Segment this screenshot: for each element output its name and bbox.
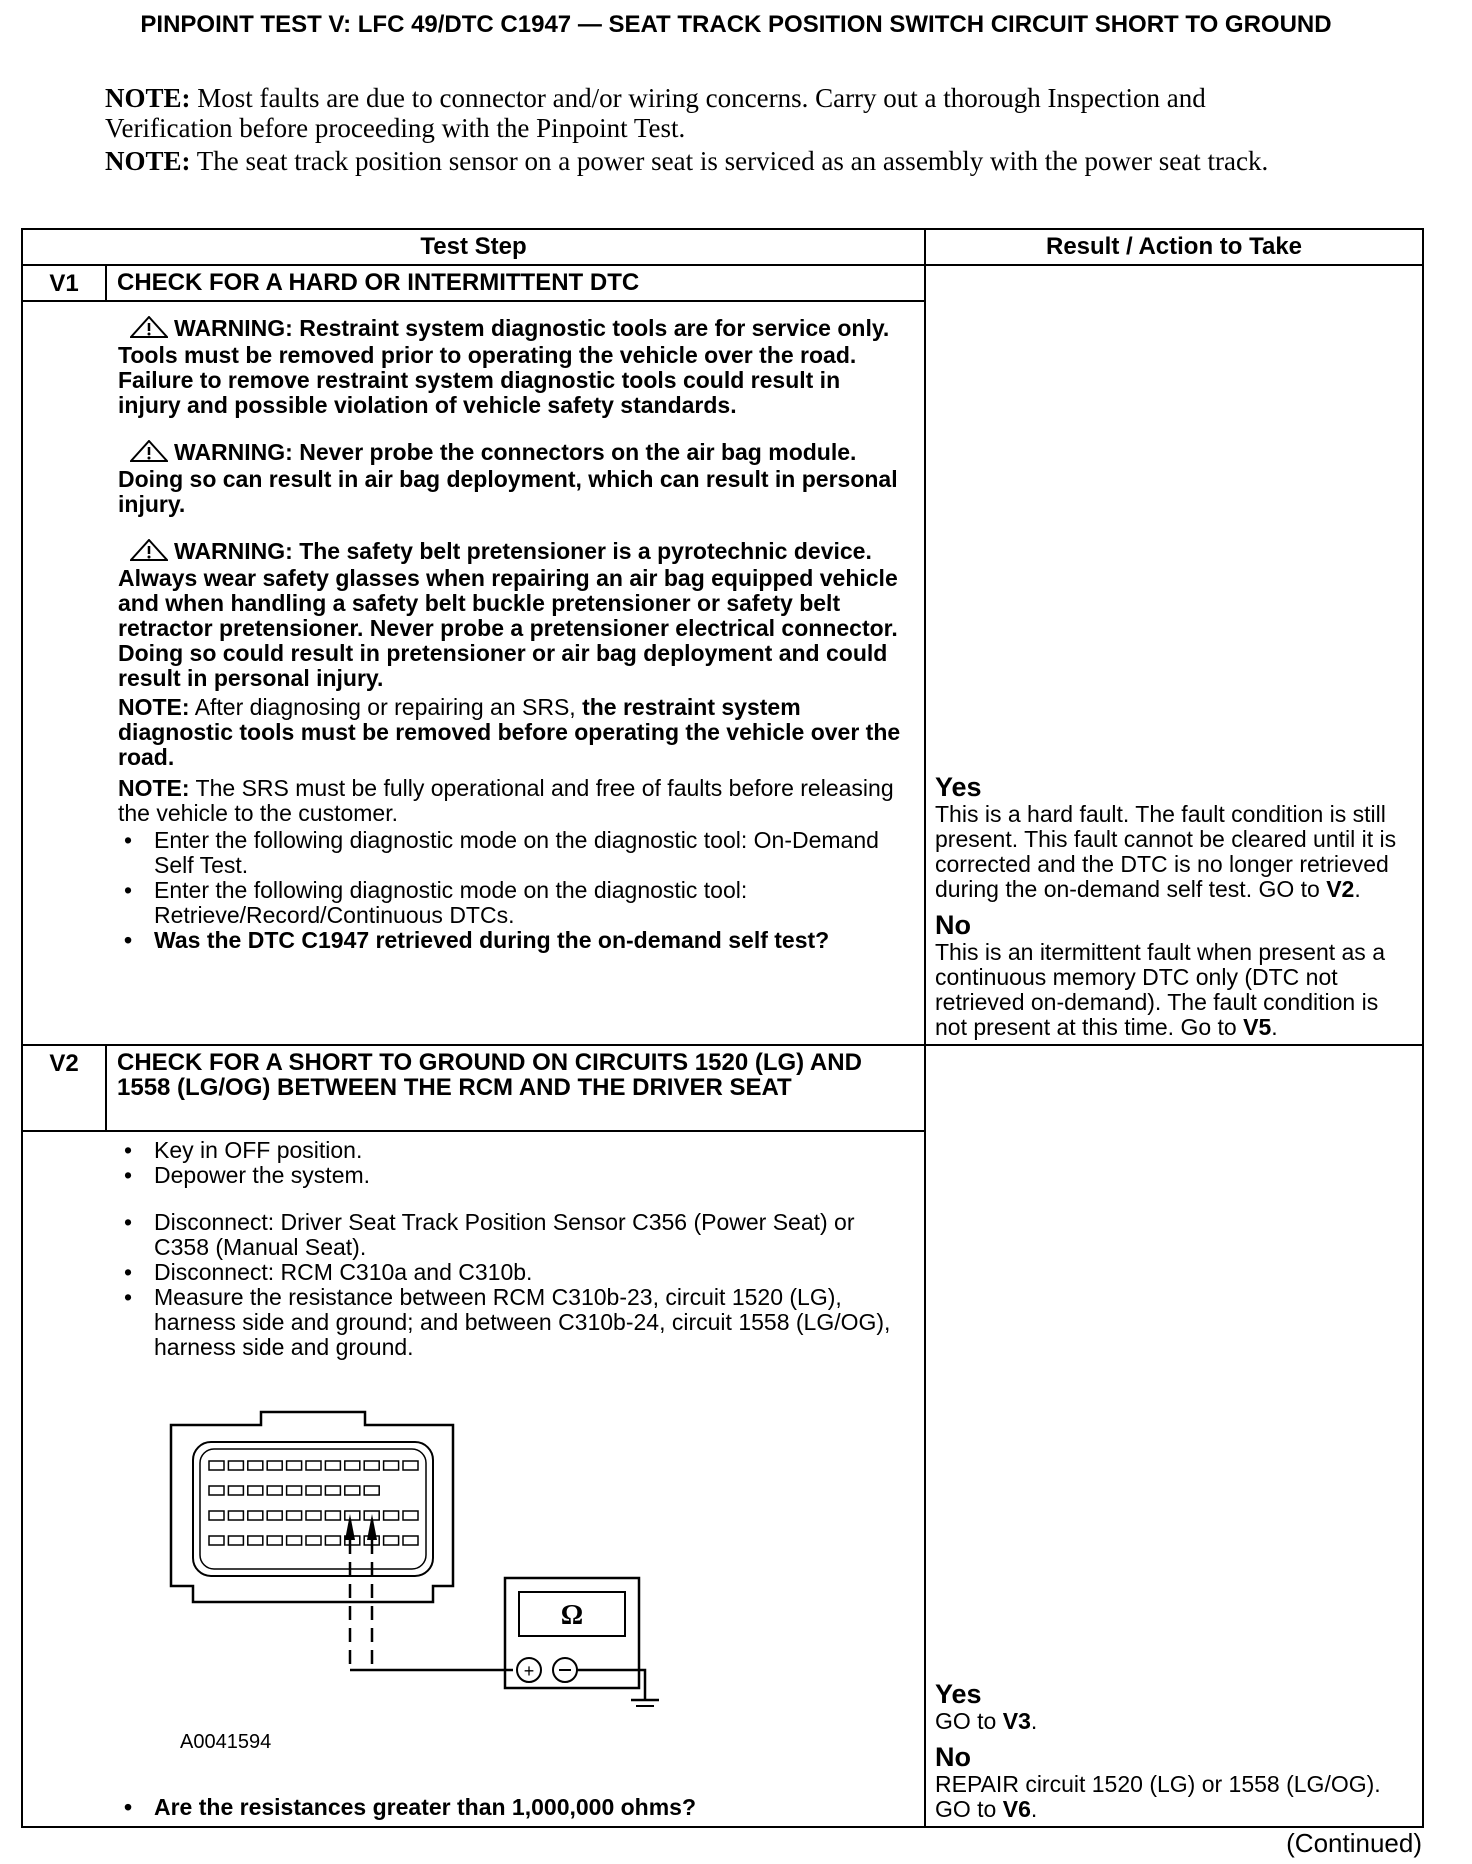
no-text-v2: REPAIR circuit 1520 (LG) or 1558 (LG/OG). GO to V6.: [935, 1771, 1381, 1822]
pin-cavity: [287, 1486, 302, 1495]
pin-cavity: [267, 1536, 282, 1545]
pin-cavity: [403, 1511, 418, 1520]
pin-cavity: [345, 1461, 360, 1470]
pin-cavity: [287, 1461, 302, 1470]
list-item: • Enter the following diagnostic mode on the diagnostic tool: On-Demand Self Test.: [118, 828, 904, 878]
warning-triangle-icon: [130, 539, 168, 566]
v2-question: • Are the resistances greater than 1,000,000 ohms?: [118, 1795, 904, 1820]
yes-text-v1: This is a hard fault. The fault condition is still present. This fault cannot be cleared until it is corrected and the DTC is no longer retrieved during the on-demand self test. GO to V2.: [935, 801, 1397, 902]
pin-cavity: [306, 1486, 321, 1495]
figure-id: A0041594: [180, 1731, 272, 1753]
list-item: • Key in OFF position.: [118, 1138, 904, 1163]
pin-cavity: [306, 1461, 321, 1470]
pin-cavity: [287, 1536, 302, 1545]
list-item: • Measure the resistance between RCM C310b-23, circuit 1520 (LG), harness side and ground; and between C310b-24, circuit 1558 (LG/OG), harness side and ground.: [118, 1285, 904, 1360]
note-srs-operational: NOTE: The SRS must be fully operational and free of faults before releasing the vehicle to the customer.: [118, 775, 894, 826]
step-id-v1: V1: [22, 265, 106, 301]
pin-cavity: [364, 1461, 379, 1470]
v2-question-list: [118, 1795, 904, 1820]
pin-cavity: [287, 1511, 302, 1520]
pin-cavity: [209, 1486, 224, 1495]
pin-cavity: [267, 1461, 282, 1470]
v1-question: • Was the DTC C1947 retrieved during the on-demand self test?: [118, 928, 904, 953]
pin-cavity: [306, 1511, 321, 1520]
svg-text:+: +: [523, 1661, 535, 1681]
warning-1: WARNING: Restraint system diagnostic tools are for service only. Tools must be removed prior to operating the vehicle over the road. Failure to remove restraint system diagnostic tools could result in injury and possible violation of vehicle safety standards.: [118, 315, 890, 418]
header-result: Result / Action to Take: [925, 229, 1423, 265]
pin-cavity: [228, 1511, 243, 1520]
yes-label-v1: Yes: [935, 772, 982, 802]
no-text-v1: This is an itermittent fault when present as a continuous memory DTC only (DTC not retrieved on-demand). The fault condition is not present at this time. Go to V5.: [935, 939, 1385, 1040]
pin-cavity: [384, 1511, 399, 1520]
pin-cavity: [248, 1511, 263, 1520]
pin-cavity: [228, 1486, 243, 1495]
connector-diagram: [163, 1408, 723, 1708]
list-item: • Disconnect: Driver Seat Track Position Sensor C356 (Power Seat) or C358 (Manual Seat).: [118, 1210, 904, 1260]
note-1: NOTE: Most faults are due to connector and/or wiring concerns. Carry out a thorough Inspection and Verification before proceeding with the Pinpoint Test.: [105, 83, 1206, 143]
pin-cavity: [248, 1536, 263, 1545]
pin-cavity: [345, 1486, 360, 1495]
no-label-v2: No: [935, 1742, 971, 1772]
step-body-v1: [22, 301, 925, 1045]
pin-cavity: [325, 1486, 340, 1495]
v2-step-list-a: [118, 1138, 904, 1188]
note-2: NOTE: The seat track position sensor on a power seat is serviced as an assembly with the power seat track.: [105, 146, 1269, 176]
continued-label: (Continued): [1286, 1828, 1422, 1858]
step-body-v2: [22, 1131, 925, 1827]
result-v2: [925, 1045, 1423, 1827]
pin-cavity: [384, 1536, 399, 1545]
ohm-symbol: Ω: [560, 1600, 584, 1631]
pin-cavity: [209, 1511, 224, 1520]
pin-cavity: [267, 1511, 282, 1520]
pin-cavity: [209, 1536, 224, 1545]
pin-cavity: [364, 1486, 379, 1495]
step-title-v1: CHECK FOR A HARD OR INTERMITTENT DTC: [106, 265, 925, 301]
list-item: • Depower the system.: [118, 1163, 904, 1188]
note-srs-tools: NOTE: After diagnosing or repairing an SRS, the restraint system diagnostic tools must be removed before operating the vehicle over the road.: [118, 694, 901, 770]
pin-cavity: [248, 1461, 263, 1470]
v2-step-list-b: [118, 1210, 904, 1360]
pin-cavity: [384, 1461, 399, 1470]
list-item: • Enter the following diagnostic mode on the diagnostic tool: Retrieve/Record/Continuous DTCs.: [118, 878, 904, 928]
pin-cavity: [228, 1461, 243, 1470]
page-title: PINPOINT TEST V: LFC 49/DTC C1947 — SEAT TRACK POSITION SWITCH CIRCUIT SHORT TO GROUND: [140, 11, 1332, 38]
step-title-v2: CHECK FOR A SHORT TO GROUND ON CIRCUITS 1520 (LG) AND 1558 (LG/OG) BETWEEN THE RCM AND THE DRIVER SEAT: [106, 1045, 925, 1131]
pin-cavity: [306, 1536, 321, 1545]
yes-label-v2: Yes: [935, 1679, 982, 1709]
pin-cavity: [345, 1511, 360, 1520]
pin-cavity: [325, 1461, 340, 1470]
warning-triangle-icon: [130, 316, 168, 343]
pin-cavity: [325, 1536, 340, 1545]
result-v1: [925, 265, 1423, 1045]
yes-text-v2: GO to V3.: [935, 1708, 1038, 1734]
header-test-step: Test Step: [22, 229, 925, 265]
warning-triangle-icon: [130, 440, 168, 467]
list-item: • Disconnect: RCM C310a and C310b.: [118, 1260, 904, 1285]
pin-cavity: [267, 1486, 282, 1495]
pin-cavity: [403, 1536, 418, 1545]
warning-2: WARNING: Never probe the connectors on the air bag module. Doing so can result in air bag deployment, which can result in personal injury.: [118, 439, 898, 517]
warning-3: WARNING: The safety belt pretensioner is a pyrotechnic device. Always wear safety glasses when repairing an air bag equipped vehicle and when handling a safety belt buckle pretensioner or safety belt retractor pretensioner. Never probe a pretensioner electrical connector. Doing so could result in pretensioner or air bag deployment and could result in personal injury.: [118, 538, 898, 691]
v1-step-list: [118, 828, 904, 953]
pin-cavity: [325, 1511, 340, 1520]
pin-cavity: [228, 1536, 243, 1545]
no-label-v1: No: [935, 910, 971, 940]
pinpoint-table: [21, 228, 1424, 1828]
step-id-v2: V2: [22, 1045, 106, 1131]
pin-cavity: [209, 1461, 224, 1470]
pin-cavity: [403, 1461, 418, 1470]
pin-cavity: [248, 1486, 263, 1495]
connector-meter-illustration: [163, 1408, 723, 1708]
